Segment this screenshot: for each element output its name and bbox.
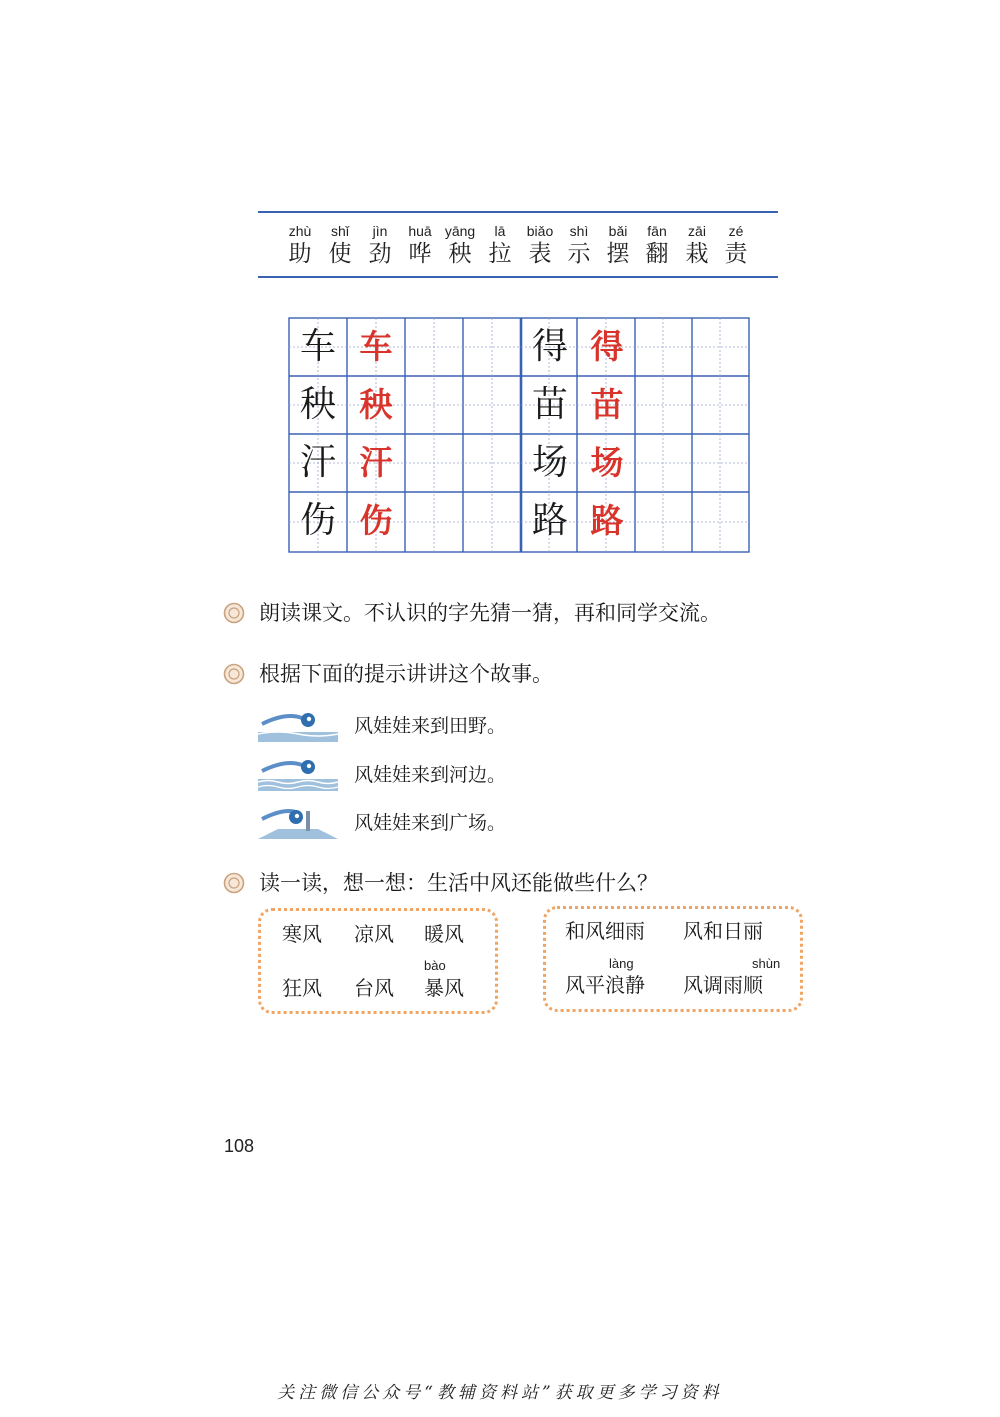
vocab-bottom-rule [258,276,778,278]
exercise-2-text: 根据下面的提示讲讲这个故事。 [259,662,553,686]
vocab-item: bǎi 摆 [606,223,630,267]
vocab-item: fān 翻 [645,223,669,267]
word-item: 狂风 [282,976,322,1000]
exercise-1-text: 朗读课文。不认识的字先猜一猜，再和同学交流。 [259,601,721,625]
vocab-item: lā 拉 [488,223,512,267]
page-number: 108 [224,1136,255,1156]
pinyin-ruby: shùn [752,956,781,971]
grid-trace-char: 苗 [590,385,624,424]
word-item: 寒风 [282,922,322,946]
grid-trace-char: 场 [590,443,624,482]
footer-note: 关注微信公众号“教辅资料站”获取更多学习资料 [277,1383,723,1403]
idiom-item: 和风细雨 [565,919,645,943]
grid-model-char: 路 [531,500,568,541]
vocab-item: shǐ 使 [328,223,352,267]
grid-model-char: 得 [531,326,568,367]
vocab-item: biǎo 表 [526,223,554,267]
word-item: 暴风 [424,976,464,1000]
story-prompt-text: 风娃娃来到河边。 [354,764,507,786]
grid-model-char: 汗 [299,442,336,483]
grid-trace-char: 车 [359,327,393,366]
exercise-3-text: 读一读，想一想：生活中风还能做些什么？ [259,871,658,895]
wind-river-icon [258,757,338,793]
grid-trace-char: 路 [590,501,624,540]
vocab-item: yāng 秧 [444,223,476,267]
vocab-item: jìn 劲 [368,223,392,267]
writing-grid [288,317,750,553]
grid-model-char: 车 [299,326,336,367]
vocab-item: huā 哗 [408,223,432,267]
wind-square-icon [258,805,338,841]
exercise-marker-icon [223,663,245,685]
grid-trace-char: 汗 [359,443,393,482]
idiom-item: 风和日丽 [683,919,763,943]
grid-trace-char: 得 [590,327,624,366]
wind-field-icon [258,708,338,744]
grid-trace-char: 伤 [359,501,393,540]
vocab-item: zāi 栽 [685,223,709,267]
word-item: 暖风 [424,922,464,946]
vocab-top-rule [258,211,778,213]
grid-model-char: 伤 [299,500,336,541]
vocab-item: shì 示 [567,223,591,267]
story-prompt-text: 风娃娃来到广场。 [354,812,507,834]
idiom-item: 风平浪静 [565,973,645,997]
grid-model-char: 苗 [531,384,568,425]
exercise-marker-icon [223,602,245,624]
grid-trace-char: 秧 [359,385,393,424]
pinyin-ruby: bào [424,958,446,973]
word-item: 凉风 [354,922,394,946]
vocab-item: zhù 助 [288,223,312,267]
grid-model-char: 秧 [299,384,336,425]
story-prompt-text: 风娃娃来到田野。 [354,715,507,737]
idiom-item: 风调雨顺 [683,973,763,997]
exercise-marker-icon [223,872,245,894]
vocab-item: zé 责 [724,223,748,267]
word-item: 台风 [354,976,394,1000]
grid-model-char: 场 [531,442,568,483]
vocab-row [280,222,760,270]
pinyin-ruby: làng [609,956,634,971]
